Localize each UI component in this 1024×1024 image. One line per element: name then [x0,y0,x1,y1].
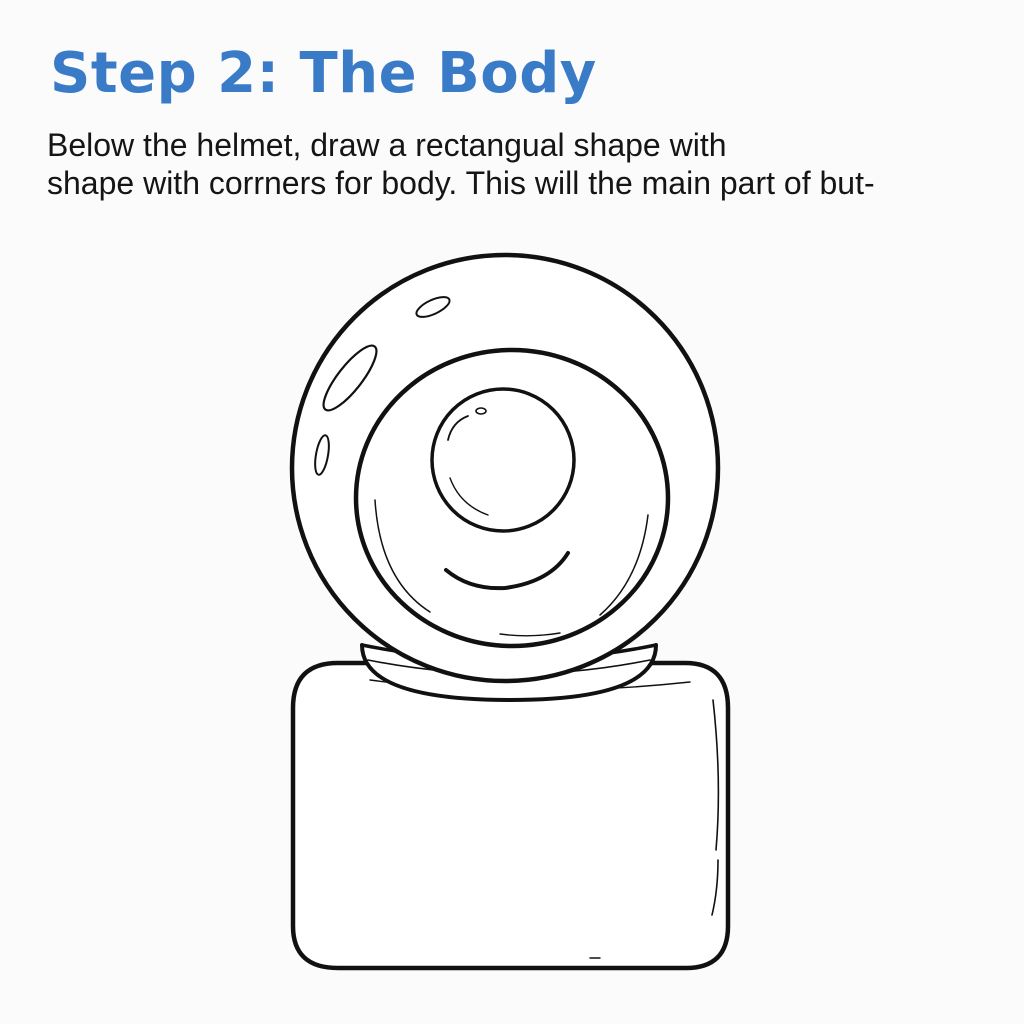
helmet [292,255,718,681]
body-shape [293,663,728,968]
instruction-line-1: Below the helmet, draw a rectangual shape with [47,127,727,163]
step-title: Step 2: The Body [50,41,597,106]
instruction-line-2: shape with corrners for body. This will the main part of but- [47,165,875,201]
